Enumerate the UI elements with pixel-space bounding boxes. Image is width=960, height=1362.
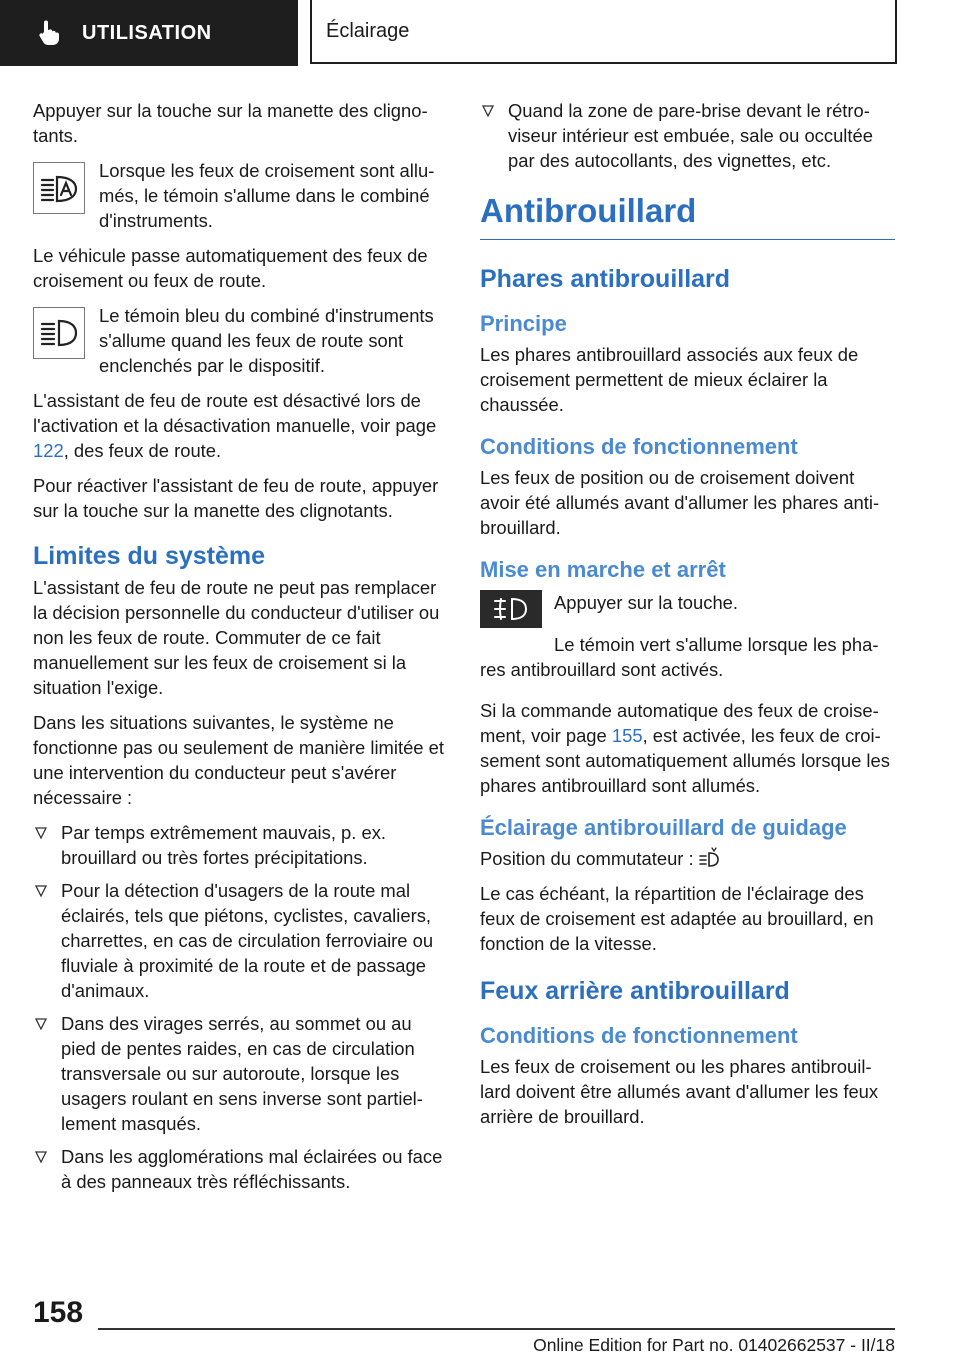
indicator-row — [33, 158, 448, 233]
paragraph: Appuyer sur la touche sur la manette des clignotants. — [33, 100, 428, 146]
paragraph: Si la commande automatique des feux de croisement, voir page 155, est activée, les feux de croisement sont automatiquement allumés lorsque les phares antibrouillard sont allumés. — [480, 700, 890, 796]
page-link[interactable]: 122 — [33, 440, 64, 461]
high-beam-indicator-icon — [33, 307, 85, 359]
paragraph: Position du commutateur : — [480, 846, 895, 871]
paragraph: Pour réactiver l'assistant de feu de route, appuyer sur la touche sur la manette des clignotants. — [33, 475, 439, 521]
section-tab — [0, 0, 298, 66]
bullet-triangle-icon — [35, 885, 47, 897]
section-title: UTILISATION — [82, 21, 212, 44]
footer-divider — [98, 1328, 895, 1330]
left-column — [33, 98, 448, 1204]
page-link[interactable]: 155 — [611, 725, 643, 746]
page-number: 158 — [33, 1296, 84, 1329]
list-item: Dans des virages serrés, au sommet ou au pied de pentes raides, en cas de circulation transversale ou sur autoroute, lorsque les usagers roulant en sens inverse sont partiellement masqués. — [33, 1011, 448, 1136]
instruction-text: Appuyer sur la touche. — [554, 592, 739, 613]
paragraph: Les feux de position ou de croisement doivent avoir été allumés avant d'allumer les phares antibrouillard. — [480, 467, 880, 538]
hand-pointer-icon — [36, 19, 62, 47]
right-column — [480, 98, 895, 1139]
bullet-triangle-icon — [35, 1151, 47, 1163]
paragraph: Le cas échéant, la répartition de l'éclairage des feux de croisement est adaptée au brouillard, en fonction de la vitesse. — [480, 883, 874, 954]
indicator-row — [33, 303, 448, 378]
subsection-heading: Mise en marche et arrêt — [480, 557, 726, 582]
indicator-description: Lorsque les feux de croisement sont allumés, le témoin s'allume dans le combiné d'instruments. — [99, 160, 435, 231]
paragraph: Les phares antibrouillard associés aux feux de croisement permettent de mieux éclairer la chaussée. — [480, 344, 859, 415]
list-item: Quand la zone de pare-brise devant le rétroviseur intérieur est embuée, sale ou occultée par des autocollants, des vignettes, etc. — [480, 98, 895, 173]
auto-high-beam-indicator-icon — [33, 162, 85, 214]
section-heading: Feux arrière antibrouillard — [480, 977, 790, 1005]
bullet-list — [33, 820, 448, 1194]
button-row — [480, 588, 895, 628]
topic-tab — [310, 0, 897, 64]
list-item: Dans les agglomérations mal éclairées ou face à des panneaux très réfléchissants. — [33, 1144, 448, 1194]
paragraph: Dans les situations suivantes, le système ne fonctionne pas ou seulement de manière limitée et une intervention du conducteur peut s'avérer nécessaire : — [33, 712, 444, 808]
bullet-list — [480, 98, 895, 173]
bullet-triangle-icon — [35, 1018, 47, 1030]
paragraph: Les feux de croisement ou les phares antibrouillard doivent être allumés avant d'allumer les feux arrière de brouillard. — [480, 1056, 879, 1127]
paragraph: L'assistant de feu de route est désactivé lors de l'activation et la désactivation manuelle, voir page 122, des feux de route. — [33, 390, 437, 461]
section-heading: Phares antibrouillard — [480, 265, 731, 293]
section-heading: Limites du système — [33, 542, 266, 570]
chapter-heading: Antibrouillard — [480, 191, 895, 240]
subsection-heading: Principe — [480, 311, 567, 336]
edition-note: Online Edition for Part no. 01402662537 - II/18 — [533, 1335, 895, 1355]
paragraph: Le véhicule passe automatiquement des feux de croisement ou feux de route. — [33, 245, 428, 291]
bullet-triangle-icon — [35, 827, 47, 839]
headlight-switch-icon — [698, 847, 720, 869]
subsection-heading: Éclairage antibrouillard de guidage — [480, 815, 847, 840]
fog-light-button-icon — [480, 590, 542, 628]
subsection-heading: Conditions de fonctionnement — [480, 434, 798, 459]
topic-title: Éclairage — [326, 19, 410, 42]
bullet-triangle-icon — [482, 105, 494, 117]
list-item: Pour la détection d'usagers de la route mal éclairés, tels que piétons, cyclistes, cavaliers, charrettes, en cas de circulation ferroviaire ou fluviale à proximité de la route et de passage d'animaux. — [33, 878, 448, 1003]
paragraph: Le témoin vert s'allume lorsque les phares antibrouillard sont activés. — [480, 634, 879, 680]
page-header — [0, 0, 960, 66]
paragraph: L'assistant de feu de route ne peut pas remplacer la décision personnelle du conducteur d'utiliser ou non les feux de route. Commuter de ce fait manuellement sur les feux de croisement si la situation l'exige. — [33, 577, 440, 698]
indicator-description: Le témoin bleu du combiné d'instruments s'allume quand les feux de route sont enclenchés par le dispositif. — [99, 305, 434, 376]
list-item: Par temps extrêmement mauvais, p. ex. brouillard ou très fortes précipitations. — [33, 820, 448, 870]
subsection-heading: Conditions de fonctionnement — [480, 1023, 798, 1048]
